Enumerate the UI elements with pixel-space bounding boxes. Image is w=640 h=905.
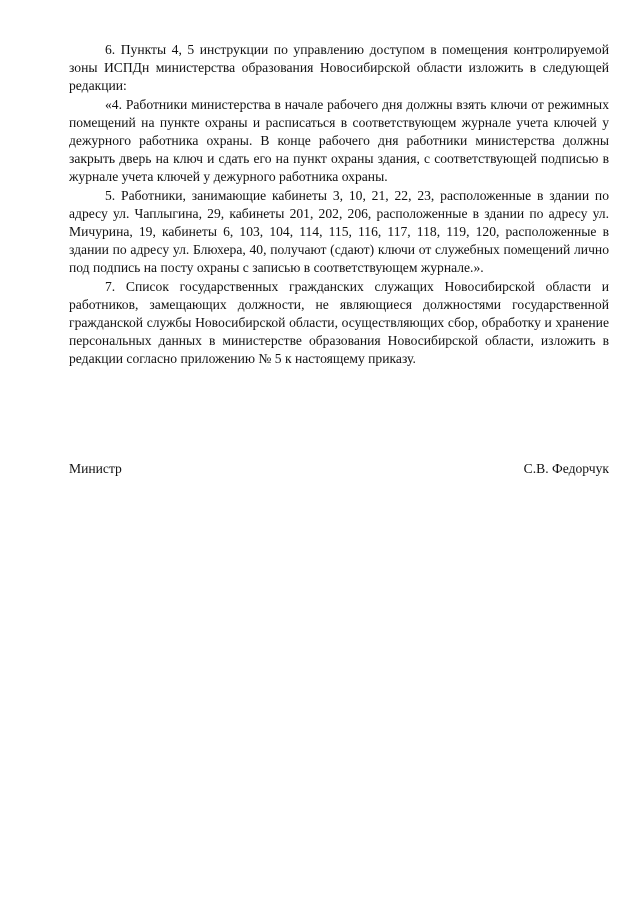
paragraph-item-5-quoted: 5. Работники, занимающие кабинеты 3, 10, 21, 22, 23, расположенные в здании по адресу ул. Чаплыгина, 29, кабинеты 201, 202, 206, расположенные в здании по адресу ул. Мичурина, 19, кабинеты 6, 103, 104, 114, 115, 116, 117, 118, 119, 120, расположенные в здании по адресу ул. Блюхера, 40, получают (сдают) ключи от служебных помещений лично под подпись на посту охраны с записью в соответствующем журнале.». (69, 187, 609, 276)
paragraph-item-6: 6. Пункты 4, 5 инструкции по управлению доступом в помещения контролируемой зоны ИСПДн министерства образования Новосибирской области изложить в следующей редакции: (69, 42, 609, 94)
document-body (69, 41, 609, 369)
signatory-name: С.В. Федорчук (523, 461, 609, 476)
signatory-role: Министр (69, 461, 122, 476)
paragraph-item-7: 7. Список государственных гражданских служащих Новосибирской области и работников, замещающих должности, не являющиеся должностями государственной гражданской службы Новосибирской области, осуществляющих сбор, обработку и хранение персональных данных в министерстве образования Новосибирской области, изложить в редакции согласно приложению № 5 к настоящему приказу. (69, 278, 609, 367)
paragraph-item-4-quoted: «4. Работники министерства в начале рабочего дня должны взять ключи от режимных помещений на пункте охраны и расписаться в соответствующем журнале учета ключей у дежурного работника охраны. В конце рабочего дня работники министерства должны закрыть дверь на ключ и сдать его на пункт охраны здания, с соответствующей подписью в журнале учета ключей у дежурного работника охраны. (69, 96, 609, 185)
